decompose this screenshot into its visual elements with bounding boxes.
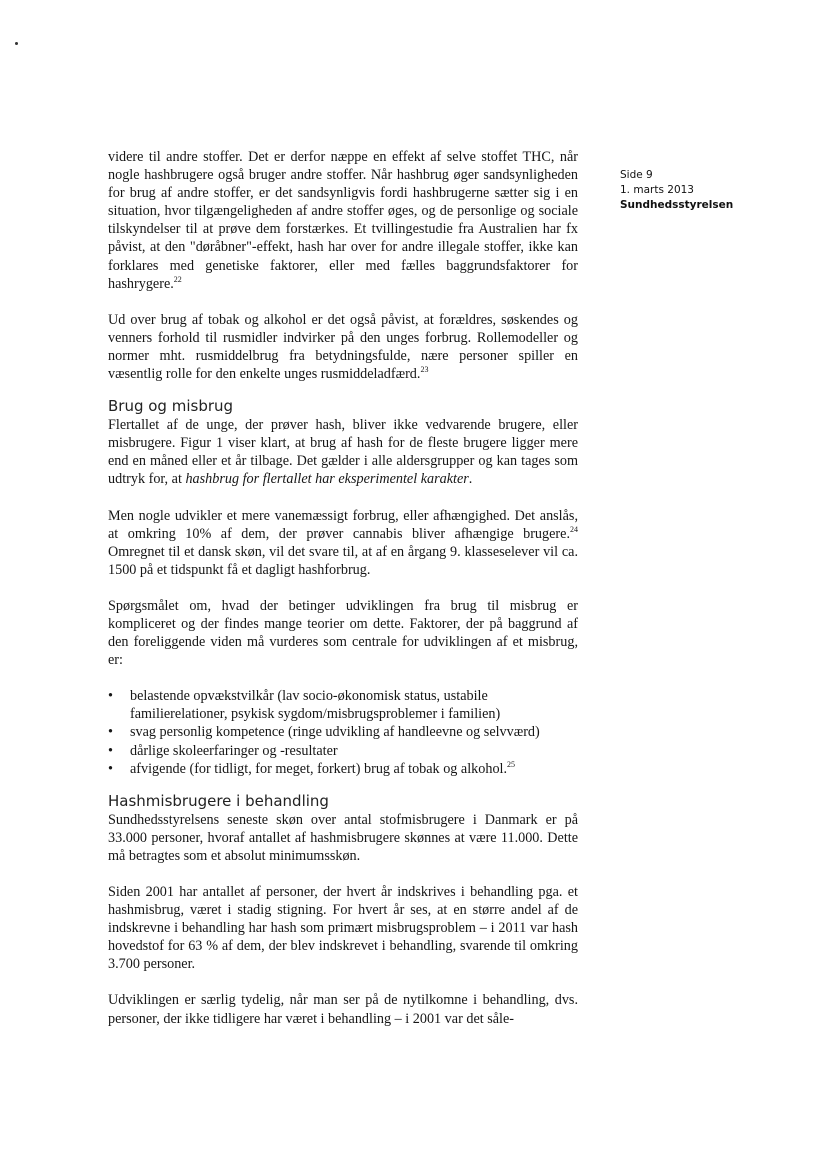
main-text <box>108 148 578 1028</box>
paragraph-3-text: Flertallet af de unge, der prøver hash, bliver ikke vedvarende brugere, eller misbrugere. Figur 1 viser klart, at brug af hash for de fleste brugere ligger mere end en måned eller et år tilbage. Det gælder i alle aldersgrupper og kan tages som udtryk for, at <box>108 417 578 488</box>
paragraph-3-end: . <box>468 471 473 488</box>
page-sidebar <box>620 168 820 213</box>
paragraph-1-text: videre til andre stoffer. Det er derfor næppe en effekt af selve stoffet THC, når nogle hashbrugere også bruger andre stoffer. Når hashbrug øger sandsynligheden for brug af andre stoffer, er det sandsynligvis fordi hashbrugerne sætter sig i en situation, hvor tilgængeligheden af andre stoffer øges, og de personlige og sociale tilskyndelser til at prøve dem forstærkes. Et tvillingestudie fra Australien har fx påvist, at den "døråbner"-effekt, hash har over for andre illegale stoffer, ikke kan forklares med genetiske faktorer, eller med fælles baggrundsfaktorer for hashrygere. <box>108 149 578 292</box>
page-date: 1. marts 2013 <box>620 184 694 196</box>
footnote-ref-22[interactable]: 22 <box>173 274 182 284</box>
footnote-ref-25[interactable]: 25 <box>507 759 516 769</box>
scan-speck <box>15 42 18 45</box>
list-item-text: belastende opvækstvilkår (lav socio-økonomisk status, ustabile familierelationer, psykisk sygdom/misbrugsproblemer i familien) <box>130 688 501 723</box>
factor-list <box>108 687 578 777</box>
paragraph-5: Spørgsmålet om, hvad der betinger udviklingen fra brug til misbrug er kompliceret og der findes mange teorier om dette. Faktorer, der på baggrund af den foreliggende viden må vurderes som centrale for udviklingen af et misbrug, er: <box>108 597 578 669</box>
paragraph-2 <box>108 311 578 383</box>
paragraph-3-emphasis: hashbrug for flertallet har eksperimentel karakter <box>185 471 469 488</box>
bullet-icon: • <box>108 688 113 705</box>
page-number: Side 9 <box>620 169 653 181</box>
paragraph-3 <box>108 416 578 488</box>
list-item <box>108 723 578 741</box>
paragraph-4 <box>108 507 578 579</box>
paragraph-2-text: Ud over brug af tobak og alkohol er det også påvist, at forældres, søskendes og venners forhold til rusmidler indvirker på den unges forbrug. Rollemodeller og normer mht. rusmiddelbrug fra betydningsfulde, nære personer spiller en væsentlig rolle for den enkelte unges rusmiddeladfærd. <box>108 311 578 383</box>
footnote-ref-23[interactable]: 23 <box>420 365 429 375</box>
paragraph-1 <box>108 148 578 293</box>
list-item <box>108 742 578 760</box>
paragraph-8: Udviklingen er særlig tydelig, når man ser på de nytilkomne i behandling, dvs. personer, der ikke tidligere har været i behandling – i 2001 var det såle- <box>108 992 578 1027</box>
paragraph-4-text-2: Omregnet til et dansk skøn, vil det svare til, at af en årgang 9. klasseselever vil ca. 1500 på et tidspunkt få et dagligt hashforbrug. <box>108 543 578 578</box>
paragraph-6: Sundhedsstyrelsens seneste skøn over antal stofmisbrugere i Danmark er på 33.000 personer, hvoraf antallet af hashmisbrugere skønnes at være 11.000. Dette må betragtes som et absolut minimumsskøn. <box>108 811 578 864</box>
bullet-icon: • <box>108 760 113 777</box>
section-heading-brug-og-misbrug: Brug og misbrug <box>108 397 234 416</box>
list-item-text: afvigende (for tidligt, for meget, forkert) brug af tobak og alkohol. <box>130 760 508 777</box>
list-item <box>108 687 578 723</box>
section-heading-hashmisbrugere: Hashmisbrugere i behandling <box>108 791 329 810</box>
list-item-text: dårlige skoleerfaringer og -resultater <box>130 742 338 759</box>
bullet-icon: • <box>108 724 113 741</box>
list-item <box>108 760 578 778</box>
paragraph-4-text: Men nogle udvikler et mere vanemæssigt forbrug, eller afhængighed. Det anslås, at omkring 10% af dem, der prøver cannabis bliver afhængige brugere. <box>108 507 578 542</box>
footnote-ref-24[interactable]: 24 <box>570 524 578 534</box>
organization-name: Sundhedsstyrelsen <box>620 199 734 211</box>
bullet-icon: • <box>108 742 113 759</box>
paragraph-7: Siden 2001 har antallet af personer, der hvert år indskrives i behandling pga. et hashmisbrug, været i stadig stigning. For hvert år ses, at en større andel af de indskrevne i behandling har hash som primært misbrugsproblem – i 2011 var hash hovedstof for 63 % af dem, der blev indskrevet i behandling, svarende til omkring 3.700 personer. <box>108 884 578 973</box>
list-item-text: svag personlig kompetence (ringe udvikling af handleevne og selvværd) <box>130 724 540 741</box>
